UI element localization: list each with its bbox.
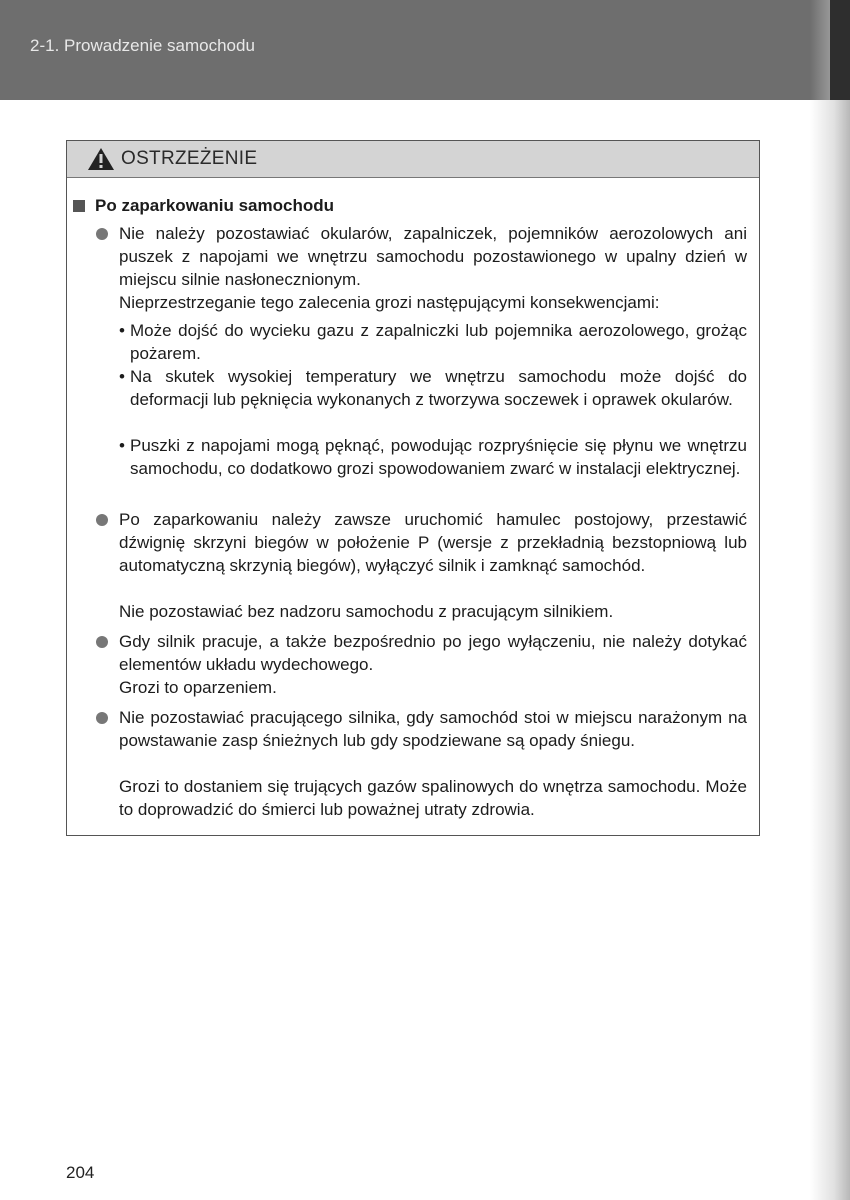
warning-title: OSTRZEŻENIE bbox=[121, 148, 258, 169]
sub-item-text: Na skutek wysokiej temperatury we wnętrzu samochodu może dojść do deformacji lub pęknięcia wykonanych z tworzywa soczewek i oprawek okularów. bbox=[130, 367, 747, 409]
round-bullet-icon bbox=[96, 636, 108, 648]
sub-item-text: Puszki z napojami mogą pęknąć, powodując rozpryśnięcie się płynu we wnętrzu samochodu, co dodatkowo grozi spowodowaniem zwarć w instalacji elektrycznej. bbox=[130, 436, 747, 478]
page-edge-dark bbox=[830, 0, 850, 100]
page-header bbox=[0, 0, 850, 100]
item-text: Po zaparkowaniu należy zawsze uruchomić hamulec postojowy, przestawić dźwignię skrzyni biegów w położenie P (wersje z przekładnią bezstopniową lub automatyczną skrzynią biegów), wyłączyć silnik i zamknąć samochód. bbox=[119, 510, 747, 575]
warning-box: OSTRZEŻENIE Po zaparkowaniu samochodu Nie należy pozostawiać okularów, zapalniczek, pojemników aerozolowych ani puszek z napojami we wnętrzu samochodu pozostawionego w upalny dzień w miejscu silnie nasłonecznionym. Nieprzestrzeganie tego zalecenia grozi następującymi konsekwencjami: • Może dojść do wycieku gazu z zapalniczki lub pojemnika aerozolowego, grożąc pożarem. • Na skutek wysokiej temperatury we wnętrzu samochodu może dojść do deformacji lub pęknięcia wykonanych z tworzywa soczewek i oprawek okularów. • Puszki z napojami mogą pęknąć, powodując rozpryśnięcie się płynu we wnętrzu samochodu, co dodatkowo grozi spowodowaniem zwarć w instalacji elektrycznej. Po zaparkowaniu należy zawsze uruchomić hamulec postojowy, przestawić dźwignię skrzyni biegów w położenie P (wersje z przekładnią bezstopniową lub automatyczną skrzynią biegów), wyłączyć silnik i zamknąć samochód. Nie pozostawiać bez nadzoru samochodu z pracującym silnikiem. Gdy silnik pracuje, a także bezpośrednio po jego wyłączeniu, nie należy dotykać elementów układu wydechowego. Grozi to oparzeniem. Nie pozostawiać pracującego silnika, gdy samochód stoi w miejscu narażonym na powstawanie zasp śnieżnych lub gdy spodziewane są opady śniegu. Grozi to dostaniem się trujących gazów spalinowych do wnętrza samochodu. Może to doprowadzić do śmierci lub poważnej utraty zdrowia. bbox=[66, 140, 760, 836]
item-note: Nie pozostawiać bez nadzoru samochodu z pracującym silnikiem. bbox=[119, 602, 614, 621]
sub-item-text: Może dojść do wycieku gazu z zapalniczki lub pojemnika aerozolowego, grożąc pożarem. bbox=[130, 321, 747, 363]
section-breadcrumb: 2-1. Prowadzenie samochodu bbox=[30, 36, 255, 55]
item-note: Grozi to oparzeniem. bbox=[119, 678, 277, 697]
round-bullet-icon bbox=[96, 228, 108, 240]
round-bullet-icon bbox=[96, 712, 108, 724]
page-number: 204 bbox=[66, 1163, 95, 1182]
item-note: Grozi to dostaniem się trujących gazów spalinowych do wnętrza samochodu. Może to doprowadzić do śmierci lub poważnej utraty zdrowia. bbox=[119, 777, 747, 819]
warning-header bbox=[67, 141, 759, 178]
warning-triangle-icon bbox=[87, 147, 115, 171]
round-bullet-icon bbox=[96, 514, 108, 526]
item-note: Nieprzestrzeganie tego zalecenia grozi następującymi konsekwencjami: bbox=[119, 293, 660, 312]
square-bullet-icon bbox=[73, 200, 85, 212]
section-heading bbox=[73, 194, 334, 217]
page-edge-shadow bbox=[810, 0, 850, 1200]
item-text: Gdy silnik pracuje, a także bezpośrednio po jego wyłączeniu, nie należy dotykać elementów układu wydechowego. bbox=[119, 632, 747, 674]
item-text: Nie pozostawiać pracującego silnika, gdy samochód stoi w miejscu narażonym na powstawanie zasp śnieżnych lub gdy spodziewane są opady śniegu. bbox=[119, 708, 747, 750]
section-title: Po zaparkowaniu samochodu bbox=[95, 196, 334, 215]
item-text: Nie należy pozostawiać okularów, zapalniczek, pojemników aerozolowych ani puszek z napojami we wnętrzu samochodu pozostawionego w upalny dzień w miejscu silnie nasłonecznionym. bbox=[119, 224, 747, 289]
